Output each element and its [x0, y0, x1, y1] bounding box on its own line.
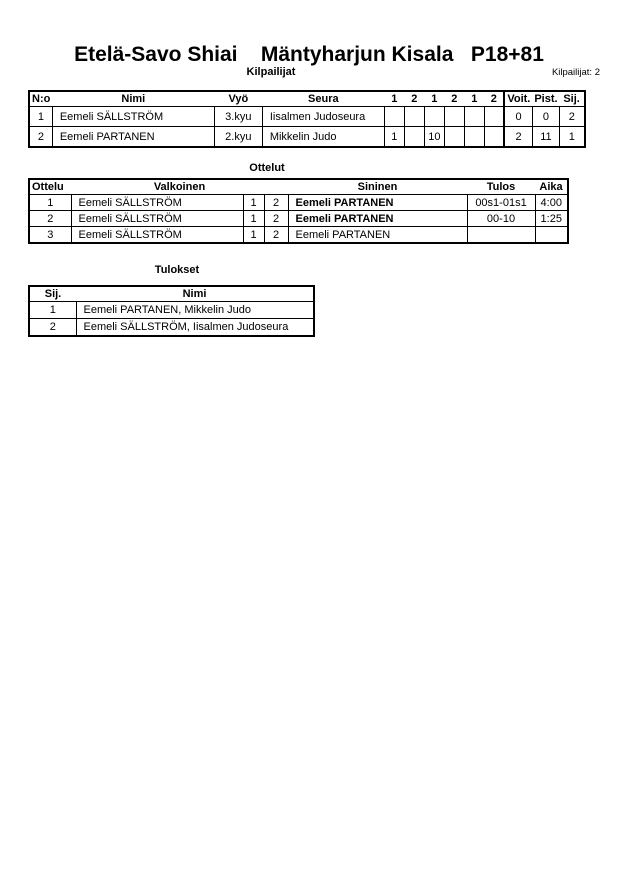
col-header-result-place: Sij.	[29, 286, 76, 302]
score-cell	[424, 107, 444, 127]
score-cell	[444, 107, 464, 127]
result-cell	[467, 227, 535, 244]
competitor-belt-cell: 2.kyu	[214, 127, 262, 148]
matches-heading: Ottelut	[249, 162, 285, 174]
score-cell	[384, 107, 404, 127]
white-number-cell: 1	[243, 195, 264, 211]
result-place-cell: 1	[29, 302, 76, 319]
competitor-name-cell: Eemeli PARTANEN	[52, 127, 214, 148]
score-cell	[484, 107, 504, 127]
match-number-cell: 3	[29, 227, 71, 244]
col-header-white: Valkoinen	[71, 179, 288, 195]
competitor-club-cell: Iisalmen Judoseura	[262, 107, 384, 127]
col-header-score-6: 2	[484, 91, 504, 107]
col-header-score-1: 1	[384, 91, 404, 107]
blue-player-cell: Eemeli PARTANEN	[288, 227, 467, 244]
results-table	[28, 285, 315, 337]
match-number-cell: 1	[29, 195, 71, 211]
points-cell: 0	[532, 107, 559, 127]
competitor-name-cell: Eemeli SÄLLSTRÖM	[52, 107, 214, 127]
competition-title: Etelä-Savo Shiai Mäntyharjun Kisala P18+81	[74, 43, 544, 66]
time-cell: 1:25	[535, 211, 568, 227]
white-number-cell: 1	[243, 227, 264, 244]
col-header-blue: Sininen	[288, 179, 467, 195]
col-header-score-5: 1	[464, 91, 484, 107]
col-header-club: Seura	[262, 91, 384, 107]
blue-player-cell: Eemeli PARTANEN	[288, 195, 467, 211]
col-header-score-3: 1	[424, 91, 444, 107]
blue-number-cell: 2	[264, 227, 288, 244]
competitors-header-row	[29, 91, 585, 107]
white-number-cell: 1	[243, 211, 264, 227]
results-heading: Tulokset	[154, 264, 200, 276]
result-name-cell: Eemeli SÄLLSTRÖM, Iisalmen Judoseura	[76, 319, 314, 337]
white-player-cell: Eemeli SÄLLSTRÖM	[71, 195, 243, 211]
score-cell	[444, 127, 464, 148]
match-row	[29, 227, 568, 244]
col-header-no: N:o	[29, 91, 52, 107]
col-header-place: Sij.	[560, 91, 585, 107]
score-cell: 10	[424, 127, 444, 148]
score-cell	[464, 107, 484, 127]
competitor-number-cell: 1	[29, 107, 52, 127]
competitor-belt-cell: 3.kyu	[214, 107, 262, 127]
time-cell: 4:00	[535, 195, 568, 211]
results-header-row	[29, 286, 314, 302]
score-cell	[404, 107, 424, 127]
score-cell	[484, 127, 504, 148]
place-cell: 2	[560, 107, 585, 127]
score-cell	[464, 127, 484, 148]
blue-number-cell: 2	[264, 195, 288, 211]
result-row	[29, 302, 314, 319]
white-player-cell: Eemeli SÄLLSTRÖM	[71, 211, 243, 227]
time-cell	[535, 227, 568, 244]
place-cell: 1	[560, 127, 585, 148]
wins-cell: 0	[504, 107, 532, 127]
result-cell: 00s1-01s1	[467, 195, 535, 211]
wins-cell: 2	[504, 127, 532, 148]
competitor-row	[29, 107, 585, 127]
competitors-heading: Kilpailijat	[246, 66, 296, 78]
blue-number-cell: 2	[264, 211, 288, 227]
white-player-cell: Eemeli SÄLLSTRÖM	[71, 227, 243, 244]
score-cell	[404, 127, 424, 148]
col-header-belt: Vyö	[214, 91, 262, 107]
competitor-club-cell: Mikkelin Judo	[262, 127, 384, 148]
competitor-count-label: Kilpailijat: 2	[551, 67, 600, 78]
match-row	[29, 211, 568, 227]
col-header-time: Aika	[535, 179, 568, 195]
col-header-wins: Voit.	[504, 91, 532, 107]
competitor-row	[29, 127, 585, 148]
score-cell: 1	[384, 127, 404, 148]
col-header-name: Nimi	[52, 91, 214, 107]
col-header-points: Pist.	[534, 93, 558, 105]
col-header-score-2: 2	[404, 91, 424, 107]
matches-table	[28, 178, 569, 244]
col-header-result-name: Nimi	[76, 286, 314, 302]
matches-header-row	[29, 179, 568, 195]
competitor-number-cell: 2	[29, 127, 52, 148]
col-header-result: Tulos	[467, 179, 535, 195]
match-number-cell: 2	[29, 211, 71, 227]
match-row	[29, 195, 568, 211]
blue-player-cell: Eemeli PARTANEN	[288, 211, 467, 227]
result-name-cell: Eemeli PARTANEN, Mikkelin Judo	[76, 302, 314, 319]
col-header-score-4: 2	[444, 91, 464, 107]
result-cell: 00-10	[467, 211, 535, 227]
col-header-match: Ottelu	[29, 179, 71, 195]
competitors-table	[28, 90, 586, 148]
points-cell: 11	[532, 127, 559, 148]
result-row	[29, 319, 314, 337]
result-place-cell: 2	[29, 319, 76, 337]
